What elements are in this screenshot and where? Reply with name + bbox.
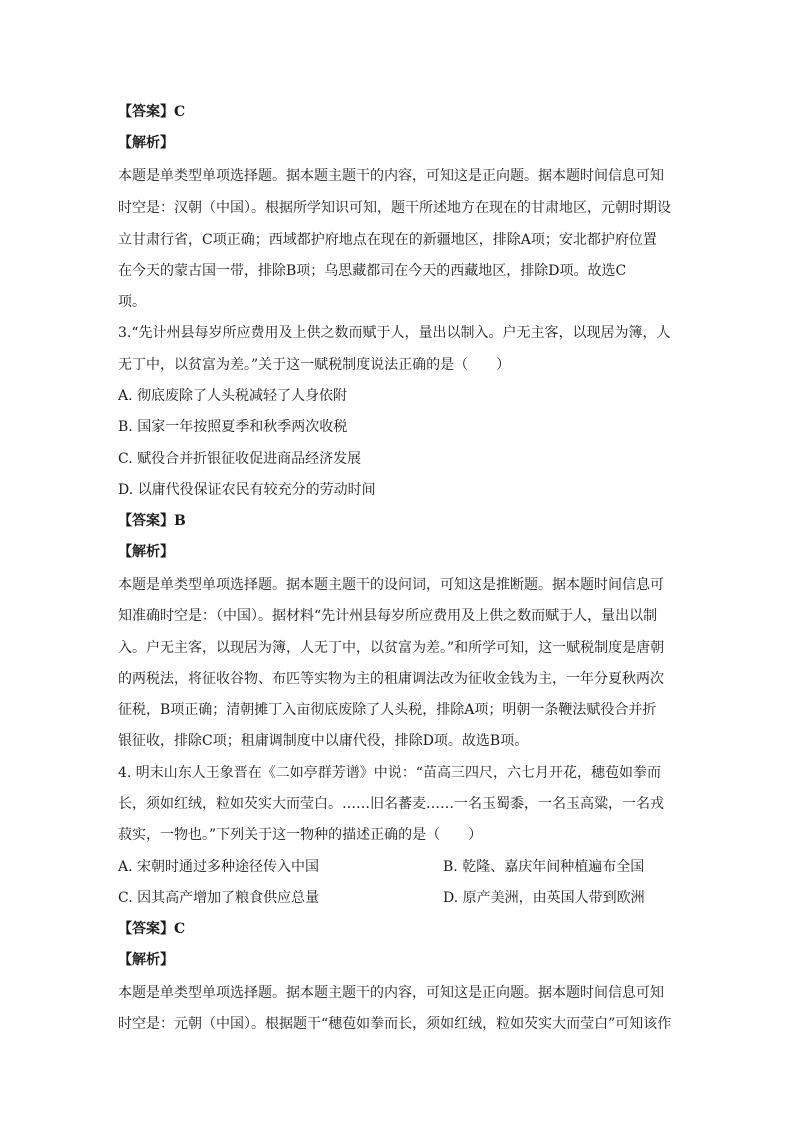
option-a: A. 宋朝时通过多种途径传入中国 [118,859,320,875]
option-c: C. 赋役合并折银征收促进商品经济发展 [118,451,362,467]
option-b: B. 国家一年按照夏季和秋季两次收税 [118,419,348,435]
analysis-text: 时空是：汉朝（中国）。根据所学知识可知，题干所述地方在现在的甘肃地区，元朝时期设 [118,200,671,216]
question-3-stem: 3.“先计州县每岁所应费用及上供之数而赋于人，量出以制入。户无主客，以现居为簿，人 [118,325,671,341]
analysis-text: 本题是单类型单项选择题。据本题主题干的设问词，可知这是推断题。据本题时间信息可 [118,577,664,593]
analysis-text: 征税，B项正确；清朝摊丁入亩彻底废除了人头税，排除A项；明朝一条鞭法赋役合并折 [118,702,657,718]
question-4-stem: 4. 明末山东人王象晋在《二如亭群芳谱》中说：“苗高三四尺，六七月开花，穗苞如拳而 [118,765,661,781]
analysis-text: 项。 [118,294,146,310]
analysis-text: 立甘肃行省，C项正确；西域都护府地点在现在的新疆地区，排除A项；安北都护府位置 [118,232,657,248]
answer-label: 【答案】C [118,104,186,120]
answer-label: 【答案】C [118,921,186,937]
option-b: B. 乾隆、嘉庆年间种植遍布全国 [443,859,645,875]
option-c: C. 因其高产增加了粮食供应总量 [118,890,320,906]
analysis-text: 在今天的蒙古国一带，排除B项；乌思藏都司在今天的西藏地区，排除D项。故选C [118,263,627,279]
analysis-label: 【解析】 [118,544,174,560]
answer-label: 【答案】B [118,513,186,529]
analysis-text: 知准确时空是：（中国）。据材料“先计州县每岁所应费用及上供之数而赋于人，量出以制 [118,608,658,624]
analysis-text: 本题是单类型单项选择题。据本题主题干的内容，可知这是正向题。据本题时间信息可知 [118,168,664,184]
question-3-stem: 无丁中，以贫富为差。”关于这一赋税制度说法正确的是（ ） [118,357,511,373]
analysis-text: 的两税法，将征收谷物、布匹等实物为主的租庸调法改为征收金钱为主，一年分夏秋两次 [118,671,664,687]
analysis-label: 【解析】 [118,952,174,968]
options-row [118,857,678,877]
option-a: A. 彻底废除了人头税减轻了人身依附 [118,388,348,404]
analysis-text: 入。户无主客，以现居为簿，人无丁中，以贫富为差。”和所学可知，这一赋税制度是唐朝 [118,640,665,656]
analysis-label: 【解析】 [118,135,174,151]
question-4-stem: 菽实，一物也。”下列关于这一物种的描述正确的是（ ） [118,827,483,843]
question-4-stem: 长，须如红绒，粒如芡实大而莹白。……旧名蕃麦……一名玉蜀黍，一名玉高粱，一名戎 [118,796,664,812]
analysis-text: 时空是：元朝（中国）。根据题干“穗苞如拳而长，须如红绒，粒如芡实大而莹白”可知该作 [118,1016,672,1032]
analysis-text: 本题是单类型单项选择题。据本题主题干的内容，可知这是正向题。据本题时间信息可知 [118,985,664,1001]
options-row [118,888,678,908]
option-d: D. 原产美洲，由英国人带到欧洲 [443,890,645,906]
analysis-text: 银征收，排除C项；租庸调制度中以庸代役，排除D项。故选B项。 [118,733,529,749]
option-d: D. 以庸代役保证农民有较充分的劳动时间 [118,482,376,498]
